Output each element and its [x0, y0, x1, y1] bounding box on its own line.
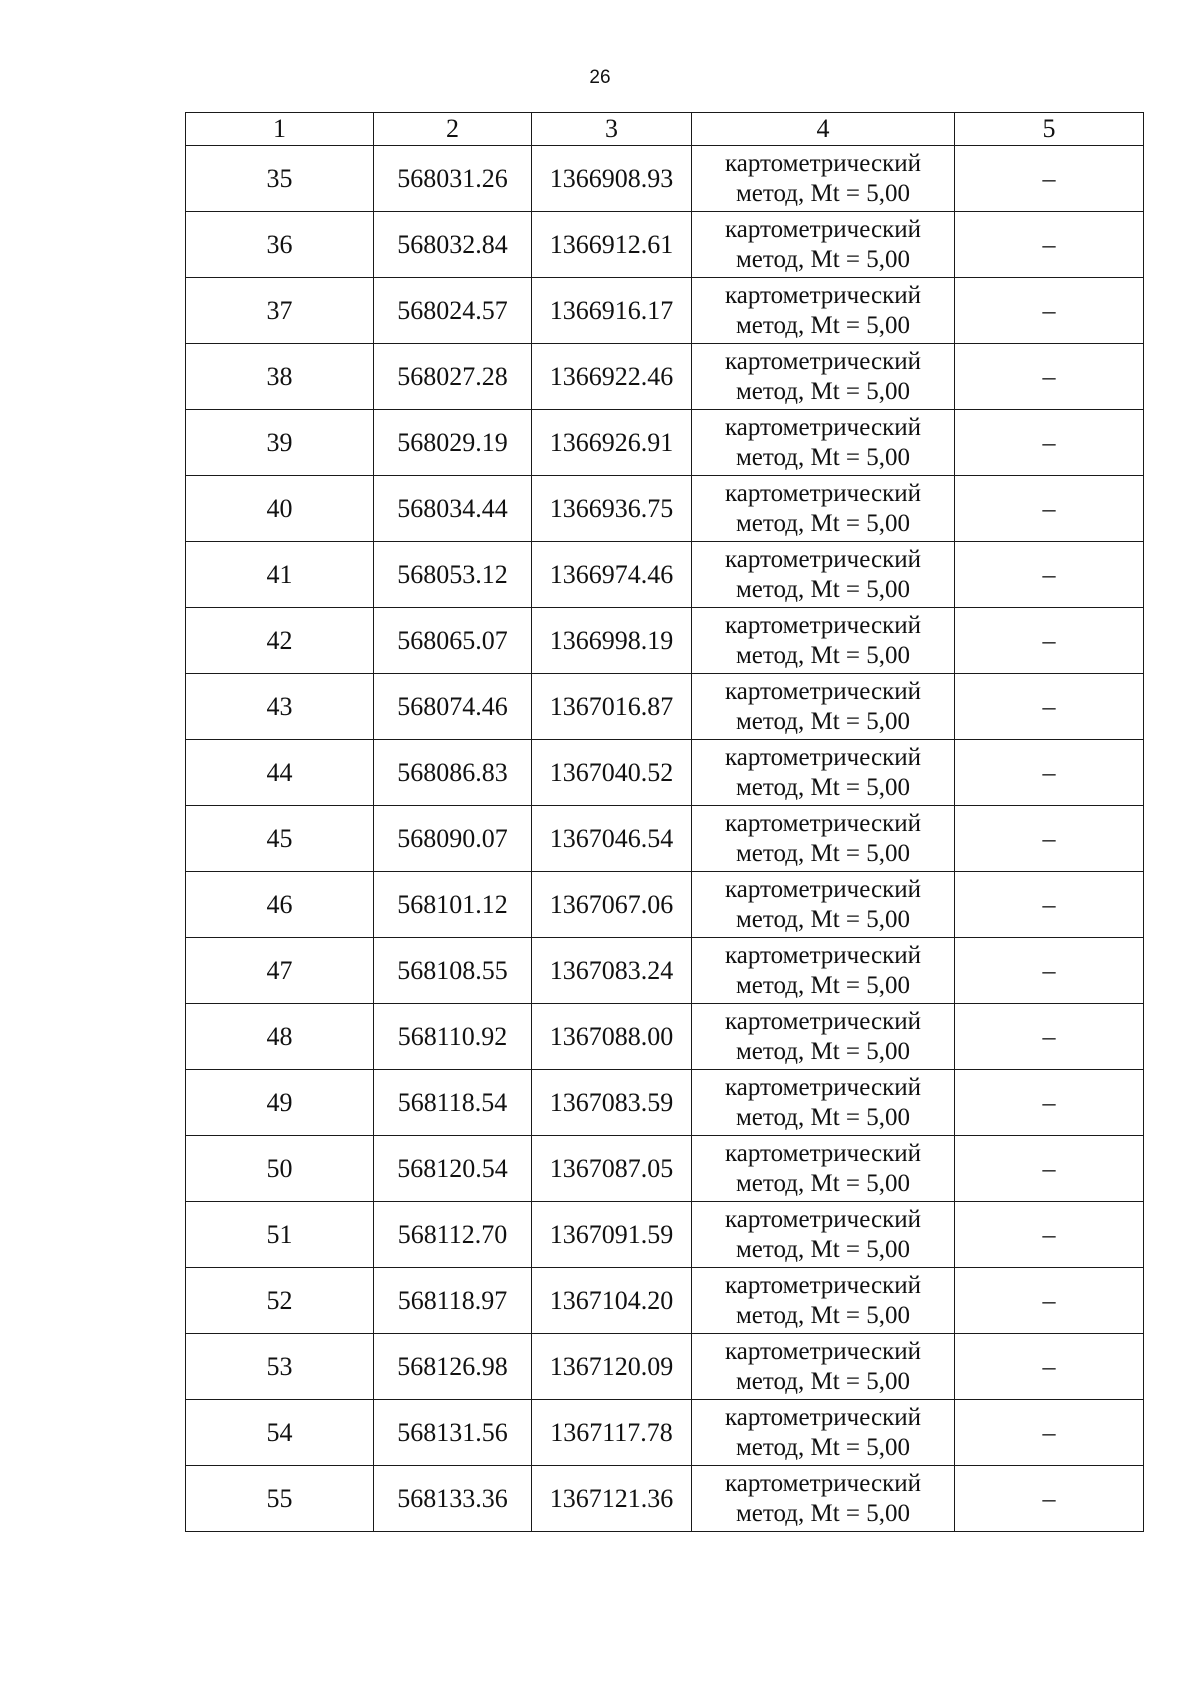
x-coordinate-cell: 568034.44	[374, 476, 532, 542]
table-header	[186, 113, 1144, 146]
method-line-1: картометрический	[725, 1271, 921, 1299]
x-coordinate-cell: 568118.54	[374, 1070, 532, 1136]
table-row	[186, 476, 1144, 542]
method-cell	[692, 1070, 955, 1136]
coordinates-table	[185, 112, 1144, 1532]
note-cell: –	[955, 212, 1144, 278]
note-cell: –	[955, 1334, 1144, 1400]
table-row	[186, 278, 1144, 344]
point-number-cell: 50	[186, 1136, 374, 1202]
method-line-1: картометрический	[725, 1007, 921, 1035]
method-line-2: метод, Mt = 5,00	[735, 1301, 911, 1329]
y-coordinate-cell: 1366916.17	[532, 278, 692, 344]
method-line-2: метод, Mt = 5,00	[735, 905, 911, 933]
note-cell: –	[955, 740, 1144, 806]
method-cell	[692, 1202, 955, 1268]
method-line-2: метод, Mt = 5,00	[735, 1367, 911, 1395]
method-line-1: картометрический	[725, 1469, 921, 1497]
y-coordinate-cell: 1367120.09	[532, 1334, 692, 1400]
table-row	[186, 806, 1144, 872]
x-coordinate-cell: 568126.98	[374, 1334, 532, 1400]
method-line-1: картометрический	[725, 347, 921, 375]
method-line-1: картометрический	[725, 611, 921, 639]
method-cell	[692, 542, 955, 608]
x-coordinate-cell: 568133.36	[374, 1466, 532, 1532]
method-line-2: метод, Mt = 5,00	[735, 1169, 911, 1197]
y-coordinate-cell: 1366998.19	[532, 608, 692, 674]
y-coordinate-cell: 1366936.75	[532, 476, 692, 542]
table-row	[186, 410, 1144, 476]
point-number-cell: 38	[186, 344, 374, 410]
x-coordinate-cell: 568053.12	[374, 542, 532, 608]
method-line-1: картометрический	[725, 545, 921, 573]
y-coordinate-cell: 1367104.20	[532, 1268, 692, 1334]
y-coordinate-cell: 1366908.93	[532, 146, 692, 212]
x-coordinate-cell: 568131.56	[374, 1400, 532, 1466]
y-coordinate-cell: 1367083.24	[532, 938, 692, 1004]
method-cell	[692, 344, 955, 410]
point-number-cell: 42	[186, 608, 374, 674]
y-coordinate-cell: 1367087.05	[532, 1136, 692, 1202]
method-line-1: картометрический	[725, 1337, 921, 1365]
method-cell	[692, 872, 955, 938]
point-number-cell: 40	[186, 476, 374, 542]
y-coordinate-cell: 1367040.52	[532, 740, 692, 806]
note-cell: –	[955, 674, 1144, 740]
method-line-1: картометрический	[725, 809, 921, 837]
point-number-cell: 44	[186, 740, 374, 806]
x-coordinate-cell: 568065.07	[374, 608, 532, 674]
method-line-2: метод, Mt = 5,00	[735, 509, 911, 537]
y-coordinate-cell: 1367091.59	[532, 1202, 692, 1268]
note-cell: –	[955, 476, 1144, 542]
method-line-1: картометрический	[725, 677, 921, 705]
method-cell	[692, 146, 955, 212]
note-cell: –	[955, 1400, 1144, 1466]
method-line-1: картометрический	[725, 413, 921, 441]
table-row	[186, 212, 1144, 278]
x-coordinate-cell: 568101.12	[374, 872, 532, 938]
table-row	[186, 1400, 1144, 1466]
method-cell	[692, 1400, 955, 1466]
table-row	[186, 1466, 1144, 1532]
y-coordinate-cell: 1366974.46	[532, 542, 692, 608]
point-number-cell: 53	[186, 1334, 374, 1400]
method-line-2: метод, Mt = 5,00	[735, 707, 911, 735]
method-line-2: метод, Mt = 5,00	[735, 179, 911, 207]
y-coordinate-cell: 1367083.59	[532, 1070, 692, 1136]
note-cell: –	[955, 542, 1144, 608]
table-row	[186, 1334, 1144, 1400]
note-cell: –	[955, 278, 1144, 344]
point-number-cell: 49	[186, 1070, 374, 1136]
x-coordinate-cell: 568029.19	[374, 410, 532, 476]
point-number-cell: 39	[186, 410, 374, 476]
method-line-2: метод, Mt = 5,00	[735, 971, 911, 999]
method-line-1: картометрический	[725, 1139, 921, 1167]
table-row	[186, 872, 1144, 938]
note-cell: –	[955, 410, 1144, 476]
method-line-1: картометрический	[725, 281, 921, 309]
note-cell: –	[955, 1070, 1144, 1136]
method-line-1: картометрический	[725, 1403, 921, 1431]
point-number-cell: 51	[186, 1202, 374, 1268]
note-cell: –	[955, 608, 1144, 674]
method-line-1: картометрический	[725, 215, 921, 243]
x-coordinate-cell: 568118.97	[374, 1268, 532, 1334]
method-line-2: метод, Mt = 5,00	[735, 245, 911, 273]
table-row	[186, 674, 1144, 740]
header-cell-3: 3	[532, 113, 692, 146]
table-body	[186, 146, 1144, 1532]
table-row	[186, 1136, 1144, 1202]
y-coordinate-cell: 1367117.78	[532, 1400, 692, 1466]
note-cell: –	[955, 1004, 1144, 1070]
point-number-cell: 54	[186, 1400, 374, 1466]
method-line-2: метод, Mt = 5,00	[735, 1235, 911, 1263]
note-cell: –	[955, 938, 1144, 1004]
method-cell	[692, 476, 955, 542]
table-row	[186, 146, 1144, 212]
method-line-2: метод, Mt = 5,00	[735, 443, 911, 471]
method-cell	[692, 1268, 955, 1334]
method-cell	[692, 806, 955, 872]
point-number-cell: 47	[186, 938, 374, 1004]
y-coordinate-cell: 1366922.46	[532, 344, 692, 410]
method-line-2: метод, Mt = 5,00	[735, 1499, 911, 1527]
method-line-1: картометрический	[725, 1205, 921, 1233]
method-line-2: метод, Mt = 5,00	[735, 311, 911, 339]
table-row	[186, 1268, 1144, 1334]
point-number-cell: 45	[186, 806, 374, 872]
method-cell	[692, 608, 955, 674]
note-cell: –	[955, 1202, 1144, 1268]
header-cell-4: 4	[692, 113, 955, 146]
method-cell	[692, 212, 955, 278]
x-coordinate-cell: 568108.55	[374, 938, 532, 1004]
method-line-2: метод, Mt = 5,00	[735, 839, 911, 867]
header-cell-5: 5	[955, 113, 1144, 146]
table-row	[186, 740, 1144, 806]
point-number-cell: 37	[186, 278, 374, 344]
x-coordinate-cell: 568032.84	[374, 212, 532, 278]
method-line-1: картометрический	[725, 1073, 921, 1101]
method-line-2: метод, Mt = 5,00	[735, 773, 911, 801]
y-coordinate-cell: 1367067.06	[532, 872, 692, 938]
method-cell	[692, 1136, 955, 1202]
x-coordinate-cell: 568120.54	[374, 1136, 532, 1202]
table-row	[186, 938, 1144, 1004]
x-coordinate-cell: 568031.26	[374, 146, 532, 212]
table-row	[186, 1202, 1144, 1268]
point-number-cell: 46	[186, 872, 374, 938]
method-line-2: метод, Mt = 5,00	[735, 377, 911, 405]
x-coordinate-cell: 568074.46	[374, 674, 532, 740]
x-coordinate-cell: 568090.07	[374, 806, 532, 872]
point-number-cell: 43	[186, 674, 374, 740]
note-cell: –	[955, 1466, 1144, 1532]
x-coordinate-cell: 568110.92	[374, 1004, 532, 1070]
method-cell	[692, 278, 955, 344]
method-cell	[692, 740, 955, 806]
method-line-1: картометрический	[725, 743, 921, 771]
header-cell-2: 2	[374, 113, 532, 146]
y-coordinate-cell: 1366926.91	[532, 410, 692, 476]
table-row	[186, 1070, 1144, 1136]
method-line-1: картометрический	[725, 149, 921, 177]
method-line-2: метод, Mt = 5,00	[735, 1103, 911, 1131]
table-row	[186, 344, 1144, 410]
x-coordinate-cell: 568086.83	[374, 740, 532, 806]
point-number-cell: 35	[186, 146, 374, 212]
point-number-cell: 55	[186, 1466, 374, 1532]
page-number: 26	[589, 67, 611, 88]
method-cell	[692, 1004, 955, 1070]
table-row	[186, 1004, 1144, 1070]
method-cell	[692, 410, 955, 476]
point-number-cell: 48	[186, 1004, 374, 1070]
note-cell: –	[955, 1268, 1144, 1334]
method-line-2: метод, Mt = 5,00	[735, 1433, 911, 1461]
point-number-cell: 41	[186, 542, 374, 608]
method-cell	[692, 1466, 955, 1532]
x-coordinate-cell: 568024.57	[374, 278, 532, 344]
table-row	[186, 542, 1144, 608]
point-number-cell: 36	[186, 212, 374, 278]
method-line-1: картометрический	[725, 479, 921, 507]
method-line-2: метод, Mt = 5,00	[735, 575, 911, 603]
note-cell: –	[955, 146, 1144, 212]
y-coordinate-cell: 1367016.87	[532, 674, 692, 740]
method-cell	[692, 938, 955, 1004]
method-line-2: метод, Mt = 5,00	[735, 641, 911, 669]
y-coordinate-cell: 1367046.54	[532, 806, 692, 872]
note-cell: –	[955, 344, 1144, 410]
method-cell	[692, 674, 955, 740]
x-coordinate-cell: 568027.28	[374, 344, 532, 410]
note-cell: –	[955, 806, 1144, 872]
method-line-1: картометрический	[725, 875, 921, 903]
table-row	[186, 608, 1144, 674]
note-cell: –	[955, 872, 1144, 938]
note-cell: –	[955, 1136, 1144, 1202]
y-coordinate-cell: 1367121.36	[532, 1466, 692, 1532]
header-cell-1: 1	[186, 113, 374, 146]
y-coordinate-cell: 1367088.00	[532, 1004, 692, 1070]
y-coordinate-cell: 1366912.61	[532, 212, 692, 278]
header-row	[186, 113, 1144, 146]
method-line-1: картометрический	[725, 941, 921, 969]
x-coordinate-cell: 568112.70	[374, 1202, 532, 1268]
method-line-2: метод, Mt = 5,00	[735, 1037, 911, 1065]
method-cell	[692, 1334, 955, 1400]
point-number-cell: 52	[186, 1268, 374, 1334]
